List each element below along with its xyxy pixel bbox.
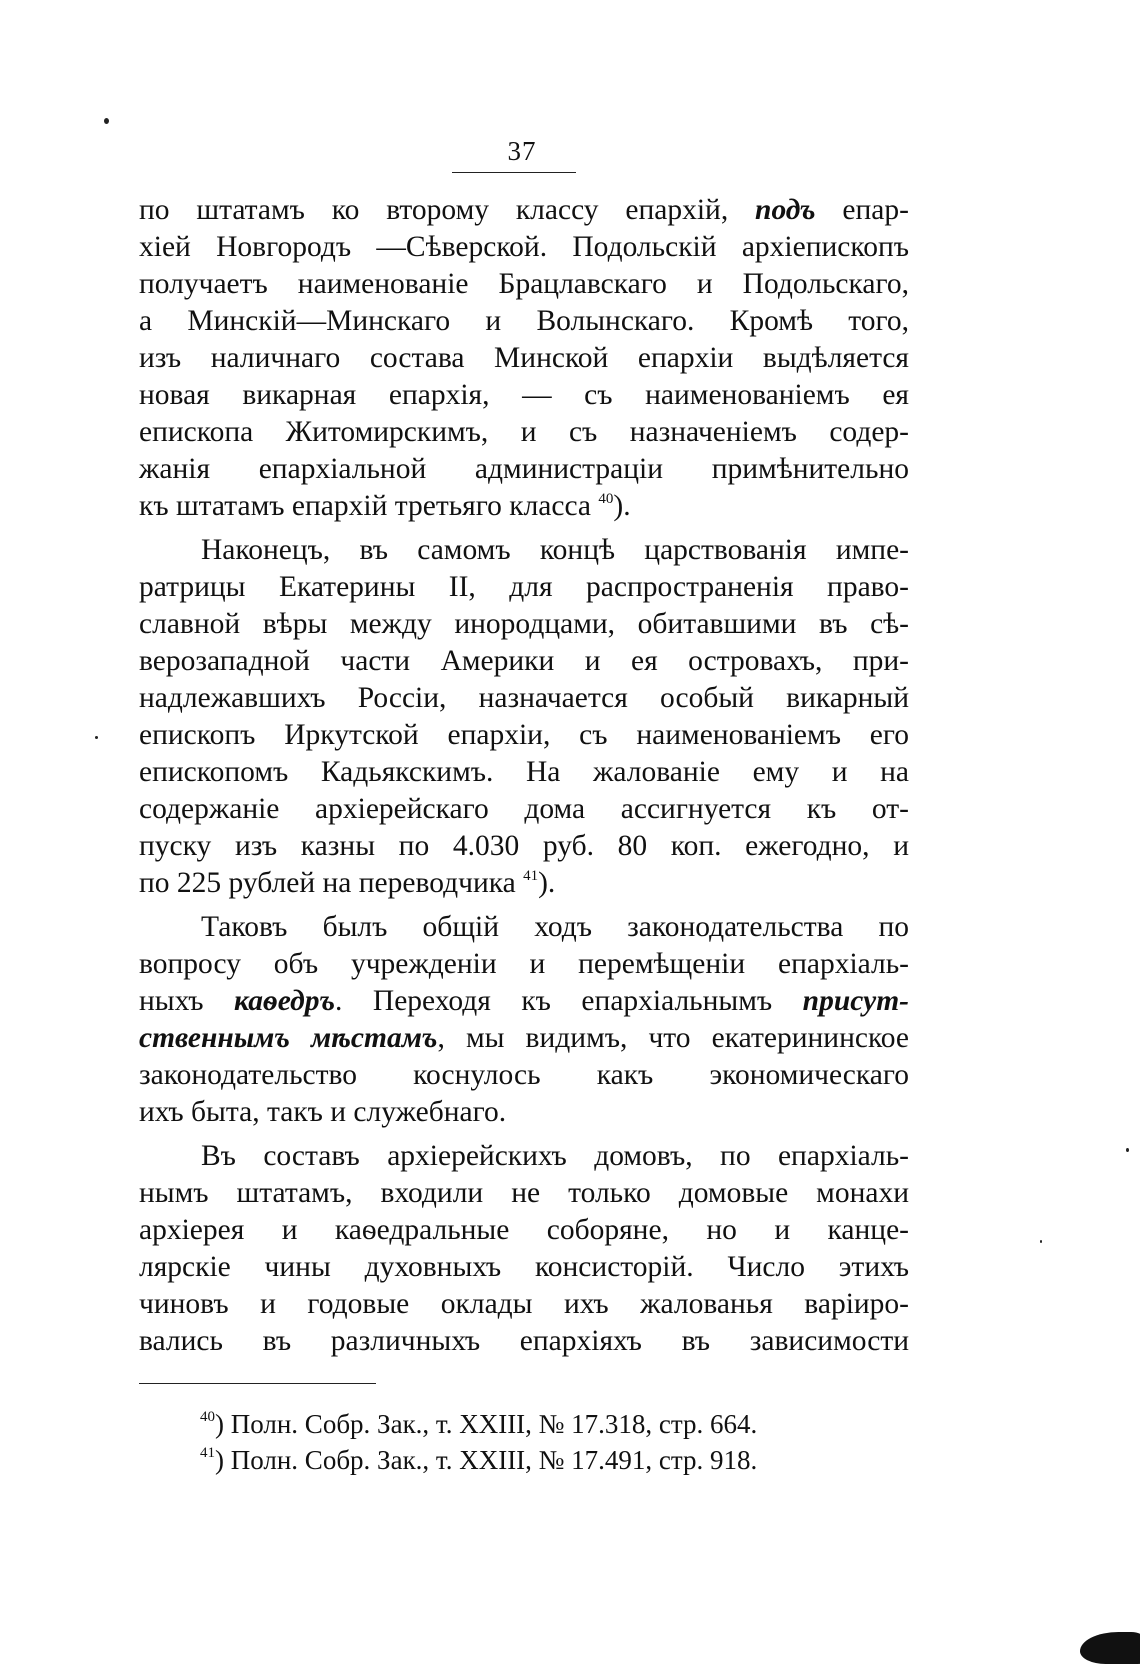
paragraph [139, 192, 909, 525]
text-line [139, 1175, 909, 1212]
text-run: надлежавшихъ Россіи, назначается особый викарный [139, 682, 909, 714]
paragraph [139, 532, 909, 902]
scan-speck [95, 736, 98, 739]
text-run: лярскіе чины духовныхъ консисторій. Число этихъ [139, 1251, 909, 1283]
text-line [139, 451, 909, 488]
scan-blot [1080, 1632, 1140, 1664]
text-run: чиновъ и годовые оклады ихъ жалованья варіиро- [139, 1288, 909, 1320]
footnote-marker: 40 [200, 1409, 215, 1425]
emphasis-text: каѳедръ [234, 985, 336, 1017]
text-run: . Переходя къ епархіальнымъ [335, 985, 803, 1017]
scan-speck [104, 118, 109, 124]
text-run: нымъ штатамъ, входили не только домовые монахи [139, 1177, 909, 1209]
emphasis-text: присут- [802, 985, 909, 1017]
paragraph [139, 909, 909, 1131]
emphasis-text: ственнымъ мѣстамъ [139, 1022, 438, 1054]
text-run: по 225 рублей на переводчика [139, 867, 524, 899]
text-line [139, 532, 909, 569]
text-run: изъ наличнаго состава Минской епархіи выдѣляется [139, 342, 909, 374]
text-line [139, 865, 909, 902]
text-run: архіерея и каѳедральные соборяне, но и канце- [139, 1214, 909, 1246]
text-line [139, 606, 909, 643]
text-run: ихъ быта, такъ и служебнаго. [139, 1096, 507, 1128]
text-run: ныхъ [139, 985, 234, 1017]
scan-speck [1126, 1148, 1129, 1152]
footnote-reference: 40 [598, 491, 614, 507]
footnote-text: ) Полн. Собр. Зак., т. XXIII, № 17.491, стр. 918. [215, 1445, 758, 1475]
text-line [139, 946, 909, 983]
text-run: хіей Новгородъ —Сѣверской. Подольскій архіепископъ [139, 231, 909, 263]
text-line [139, 1020, 909, 1057]
text-run: Таковъ былъ общій ходъ законодательства по [201, 911, 909, 943]
text-run: законодательство коснулось какъ экономическаго [139, 1059, 909, 1091]
page-number-rule [452, 172, 576, 173]
footnote-reference: 41 [523, 868, 539, 884]
footnote-text: ) Полн. Собр. Зак., т. XXIII, № 17.318, стр. 664. [215, 1409, 758, 1439]
text-line [139, 229, 909, 266]
text-line [139, 909, 909, 946]
text-line [139, 791, 909, 828]
text-line [139, 266, 909, 303]
text-run: новая викарная епархія, — съ наименованіемъ ея [139, 379, 909, 411]
text-line [139, 680, 909, 717]
text-run: ратрицы Екатерины II, для распространенія право- [139, 571, 909, 603]
text-line [139, 1138, 909, 1175]
footnotes [200, 1406, 900, 1478]
text-line [139, 1286, 909, 1323]
text-run: Въ составъ архіерейскихъ домовъ, по епархіаль- [201, 1140, 909, 1172]
text-line [139, 569, 909, 606]
footnote-41 [200, 1442, 900, 1478]
text-run: епископъ Иркутской епархіи, съ наименованіемъ его [139, 719, 909, 751]
text-run: содержаніе архіерейскаго дома ассигнуется къ от- [139, 793, 909, 825]
text-line [139, 377, 909, 414]
text-line [139, 754, 909, 791]
text-run: епископа Житомирскимъ, и съ назначеніемъ содер- [139, 416, 909, 448]
text-line [139, 1094, 909, 1131]
text-run: къ штатамъ епархій третьяго класса [139, 490, 599, 522]
text-line [139, 717, 909, 754]
text-line [139, 1249, 909, 1286]
text-line [139, 1212, 909, 1249]
text-line [139, 414, 909, 451]
text-line [139, 643, 909, 680]
text-line [139, 303, 909, 340]
text-run: славной вѣры между инородцами, обитавшими въ сѣ- [139, 608, 909, 640]
text-run: ). [538, 867, 556, 899]
text-run: верозападной части Америки и ея островахъ, при- [139, 645, 909, 677]
footnote-separator [139, 1383, 376, 1384]
text-run: , мы видимъ, что екатерининское [437, 1022, 909, 1054]
paragraph-gap [139, 525, 909, 532]
paragraph-gap [139, 902, 909, 909]
paragraph [139, 1138, 909, 1360]
body-text [139, 192, 909, 1360]
text-line [139, 488, 909, 525]
text-run: Наконецъ, въ самомъ концѣ царствованія импе- [201, 534, 909, 566]
page-number: 37 [507, 136, 537, 166]
footnote-40 [200, 1406, 900, 1442]
text-line [139, 1057, 909, 1094]
text-run: вопросу объ учрежденіи и перемѣщеніи епархіаль- [139, 948, 909, 980]
text-run: ). [613, 490, 631, 522]
text-run: а Минскій—Минскаго и Волынскаго. Кромѣ того, [139, 305, 909, 337]
text-run: жанія епархіальной администраціи примѣнительно [139, 453, 909, 485]
paragraph-gap [139, 1131, 909, 1138]
scan-speck [1040, 1240, 1042, 1243]
text-line [139, 1323, 909, 1360]
text-line [139, 340, 909, 377]
text-line [139, 983, 909, 1020]
emphasis-text: подъ [755, 194, 816, 226]
text-run: епар- [815, 194, 909, 226]
text-line [139, 828, 909, 865]
text-run: вались въ различныхъ епархіяхъ въ зависимости [139, 1325, 909, 1357]
footnote-marker: 41 [200, 1445, 215, 1461]
text-line [139, 192, 909, 229]
text-run: получаетъ наименованіе Брацлавскаго и Подольскаго, [139, 268, 909, 300]
text-run: по штатамъ ко второму классу епархій, [139, 194, 756, 226]
text-run: пуску изъ казны по 4.030 руб. 80 коп. ежегодно, и [139, 830, 909, 862]
text-run: епископомъ Кадьякскимъ. На жалованіе ему и на [139, 756, 909, 788]
